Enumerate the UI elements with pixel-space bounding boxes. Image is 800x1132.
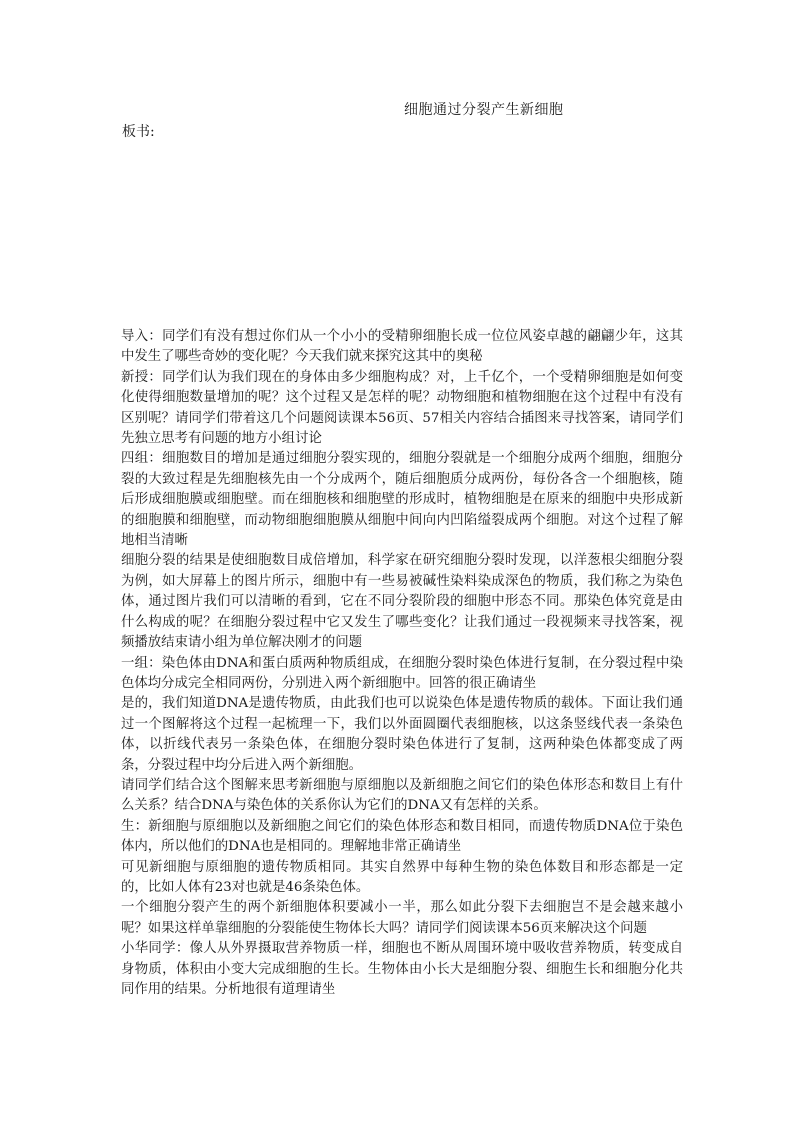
paragraph-intro: 导入：同学们有没有想过你们从一个小小的受精卵细胞长成一位位风姿卓越的翩翩少年，这其中发生了哪些奇妙的变化呢？今天我们就来探究这其中的奥秘 — [121, 329, 683, 365]
paragraph-dna-diagram: 是的，我们知道DNA是遗传物质，由此我们也可以说染色体是遗传物质的载体。下面让我们通过一个图解将这个过程一起梳理一下，我们以外面圆圈代表细胞核，以这条竖线代表一条染色体，以折线代表另一条染色体，在细胞分裂时染色体进行了复制，这两种染色体都变成了两条，分裂过程中均分后进入两个新细胞。 — [121, 696, 683, 773]
paragraph-group-four: 四组：细胞数目的增加是通过细胞分裂实现的，细胞分裂就是一个细胞分成两个细胞，细胞分裂的大致过程是先细胞核先由一个分成两个，随后细胞质分成两份，每份各含一个细胞核，随后形成细胞膜或细胞壁。而在细胞核和细胞壁的形成时，植物细胞是在原来的细胞中央形成新的细胞膜和细胞壁，而动物细胞细胞膜从细胞中间向内凹陷缢裂成两个细胞。对这个过程了解地相当清晰 — [121, 451, 683, 549]
paragraph-group-one: 一组：染色体由DNA和蛋白质两种物质组成，在细胞分裂时染色体进行复制，在分裂过程中染色体均分成完全相同两份，分别进入两个新细胞中。回答的很正确请坐 — [121, 655, 683, 691]
paragraph-new-lesson: 新授：同学们认为我们现在的身体由多少细胞构成？对，上千亿个，一个受精卵细胞是如何变化使得细胞数量增加的呢？这个过程又是怎样的呢？动物细胞和植物细胞在这个过程中有没有区别呢？请同学们带着这几个问题阅读课本56页、57相关内容结合插图来寻找答案，请同学们先独立思考有问题的地方小组讨论 — [121, 369, 683, 447]
paragraph-xiaohua-answer: 小华同学：像人从外界摄取营养物质一样，细胞也不断从周围环境中吸收营养物质，转变成自身物质，体积由小变大完成细胞的生长。生物体由小长大是细胞分裂、细胞生长和细胞分化共同作用的结果。分析地很有道理请坐 — [121, 941, 683, 997]
document-title: 细胞通过分裂产生新细胞 — [404, 102, 564, 118]
paragraph-conclusion: 可见新细胞与原细胞的遗传物质相同。其实自然界中每种生物的染色体数目和形态都是一定的，比如人体有23对也就是46条染色体。 — [121, 859, 683, 895]
paragraph-question: 请同学们结合这个图解来思考新细胞与原细胞以及新细胞之间它们的染色体形态和数目上有什么关系？结合DNA与染色体的关系你认为它们的DNA又有怎样的关系。 — [121, 777, 683, 814]
paragraph-chromosome: 细胞分裂的结果是使细胞数目成倍增加，科学家在研究细胞分裂时发现，以洋葱根尖细胞分裂为例，如大屏幕上的图片所示，细胞中有一些易被碱性染料染成深色的物质，我们称之为染色体，通过图片我们可以清晰的看到，它在不同分裂阶段的细胞中形态不同。那染色体究竟是由什么构成的呢？在细胞分裂过程中它又发生了哪些变化？让我们通过一段视频来寻找答案，视频播放结束请小组为单位解决刚才的问题 — [121, 553, 683, 651]
board-label: 板书: — [122, 124, 155, 140]
paragraph-student-answer: 生：新细胞与原细胞以及新细胞之间它们的染色体形态和数目相同，而遗传物质DNA位于染色体内，所以他们的DNA也是相同的。理解地非常正确请坐 — [121, 818, 683, 855]
document-body — [121, 327, 683, 1000]
paragraph-growth-question: 一个细胞分裂产生的两个新细胞体积要减小一半，那么如此分裂下去细胞岂不是会越来越小呢？如果这样单靠细胞的分裂能使生物体长大吗？请同学们阅读课本56页来解决这个问题 — [121, 900, 683, 936]
